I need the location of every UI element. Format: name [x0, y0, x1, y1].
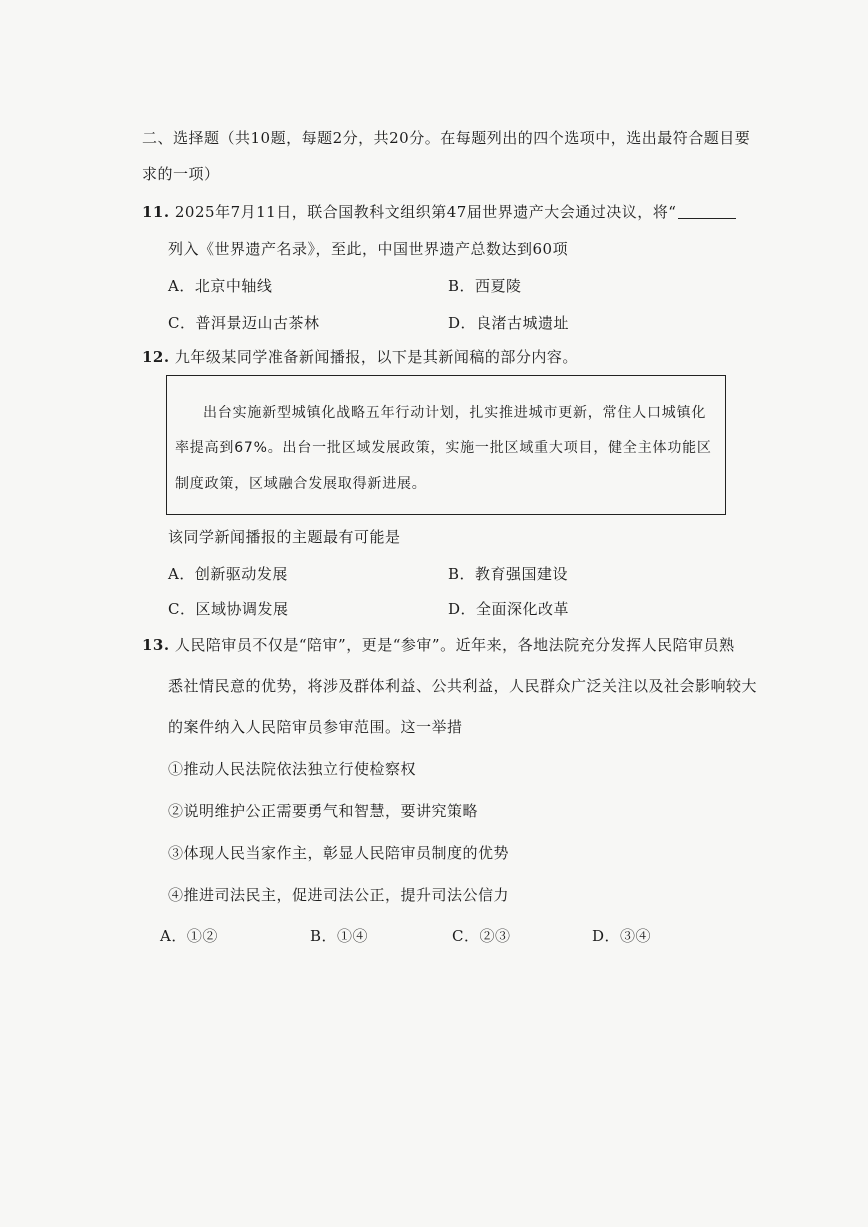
- question-13-text: 人民陪审员不仅是“陪审”，更是“参审”。近年来，各地法院充分发挥人民陪审员熟: [174, 636, 735, 654]
- news-excerpt-line3: 制度政策，区域融合发展取得新进展。: [175, 476, 427, 492]
- question-13-line2: 悉社情民意的优势，将涉及群体利益、公共利益，人民群众广泛关注以及社会影响较大: [168, 677, 758, 695]
- q11-option-b[interactable]: B．西夏陵: [448, 277, 522, 295]
- news-excerpt-line2: 率提高到67%。出台一批区域发展政策，实施一批区域重大项目，健全主体功能区: [175, 440, 712, 456]
- q12-option-b[interactable]: B．教育强国建设: [448, 565, 569, 583]
- q11-option-c[interactable]: C．普洱景迈山古茶林: [168, 314, 320, 332]
- question-11-text: 2025年7月11日，联合国教科文组织第47届世界遗产大会通过决议，将“: [174, 203, 677, 221]
- answer-blank: [678, 206, 736, 219]
- question-12-stem: 九年级某同学准备新闻播报，以下是其新闻稿的部分内容。: [174, 348, 578, 366]
- q11-option-d[interactable]: D．良渚古城遗址: [448, 314, 570, 332]
- question-13-line1: [142, 634, 735, 656]
- q13-option-b[interactable]: B．①④: [310, 927, 369, 945]
- question-13-number: 13.: [142, 636, 170, 654]
- section-heading-line1: 二、选择题（共10题，每题2分，共20分。在每题列出的四个选项中，选出最符合题目要: [142, 129, 751, 147]
- q12-option-d[interactable]: D．全面深化改革: [448, 600, 570, 618]
- q13-option-c[interactable]: C．②③: [452, 927, 511, 945]
- q12-option-c[interactable]: C．区域协调发展: [168, 600, 289, 618]
- q13-statement-2: ②说明维护公正需要勇气和智慧，要讲究策略: [168, 802, 479, 820]
- news-excerpt-line1: 出台实施新型城镇化战略五年行动计划，扎实推进城市更新，常住人口城镇化: [203, 405, 707, 421]
- news-excerpt-box: [166, 375, 726, 515]
- q12-option-a[interactable]: A．创新驱动发展: [168, 565, 288, 583]
- q13-option-a[interactable]: A．①②: [160, 927, 218, 945]
- q13-option-d[interactable]: D．③④: [592, 927, 652, 945]
- q13-statement-1: ①推动人民法院依法独立行使检察权: [168, 760, 417, 778]
- question-12-question: 该同学新闻播报的主题最有可能是: [168, 528, 401, 546]
- question-11-line1: [142, 201, 736, 223]
- question-11-line2: 列入《世界遗产名录》，至此，中国世界遗产总数达到60项: [168, 240, 569, 258]
- q13-statement-4: ④推进司法民主，促进司法公正，提升司法公信力: [168, 886, 510, 904]
- question-12-line: [142, 346, 578, 368]
- question-11-number: 11.: [142, 203, 170, 221]
- q13-statement-3: ③体现人民当家作主，彰显人民陪审员制度的优势: [168, 844, 510, 862]
- question-12-number: 12.: [142, 348, 170, 366]
- question-13-line3: 的案件纳入人民陪审员参审范围。这一举措: [168, 718, 463, 736]
- q11-option-a[interactable]: A．北京中轴线: [168, 277, 273, 295]
- section-heading-line2: 求的一项）: [142, 165, 220, 183]
